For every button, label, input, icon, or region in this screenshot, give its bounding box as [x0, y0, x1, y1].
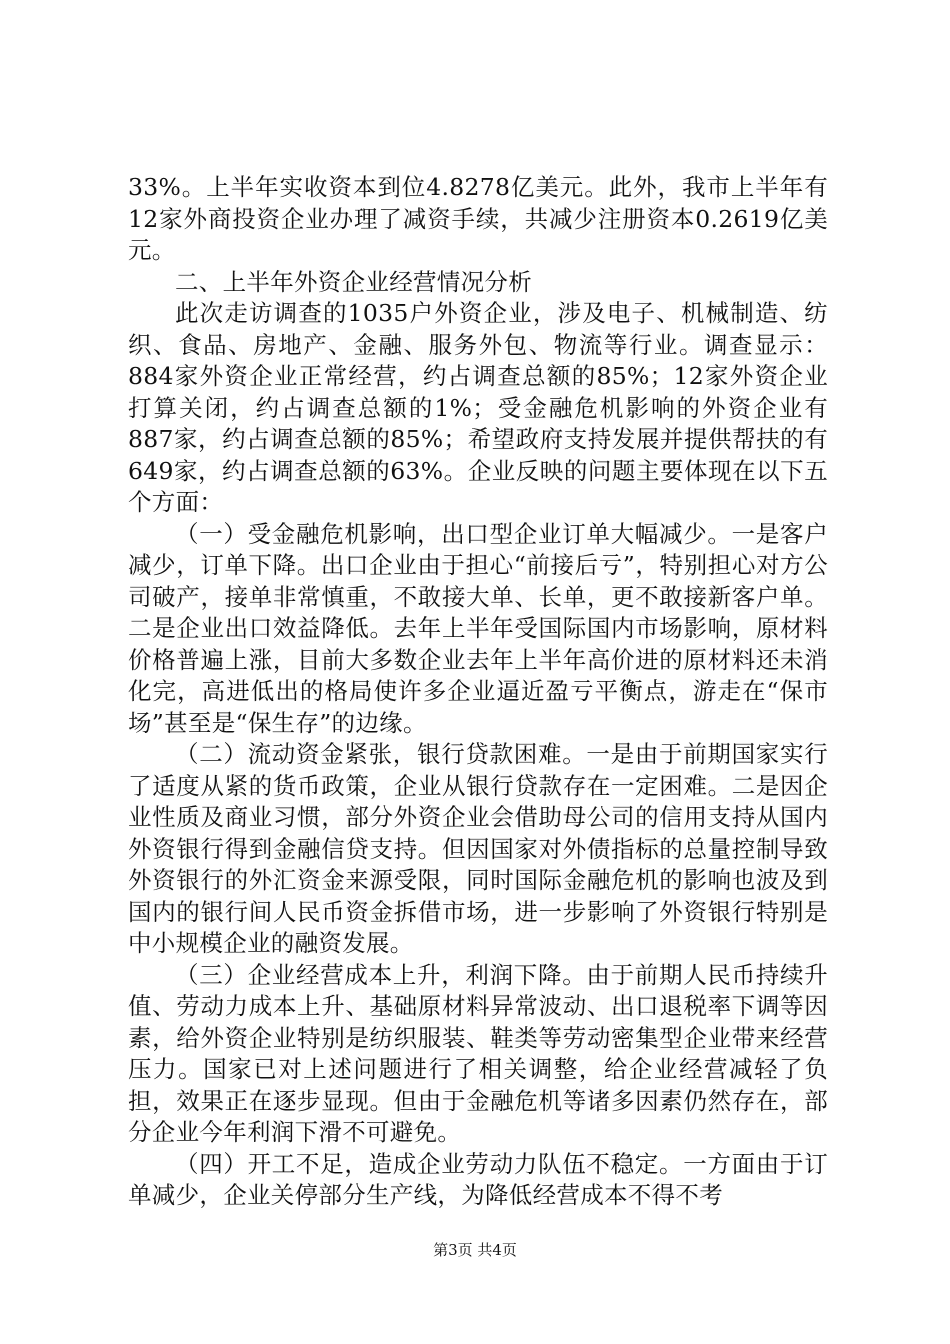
paragraph-capital-summary: 33%。上半年实收资本到位4.8278亿美元。此外，我市上半年有12家外商投资企业办理了减资手续，共减少注册资本0.2619亿美元。 — [128, 173, 828, 264]
paragraph-issue-one: （一）受金融危机影响，出口型企业订单大幅减少。一是客户减少，订单下降。出口企业由于担心“前接后亏”，特别担心对方公司破产，接单非常慎重，不敢接大单、长单，更不敢接新客户单。二是企业出口效益降低。去年上半年受国际国内市场影响，原材料价格普遍上涨，目前大多数企业去年上半年高价进的原材料还未消化完，高进低出的格局使许多企业逼近盈亏平衡点，游走在“保市场”甚至是“保生存”的边缘。 — [128, 519, 828, 737]
section-heading: 二、上半年外资企业经营情况分析 — [175, 267, 532, 296]
paragraph-issue-three: （三）企业经营成本上升，利润下降。由于前期人民币持续升值、劳动力成本上升、基础原材料异常波动、出口退税率下调等因素，给外资企业特别是纺织服装、鞋类等劳动密集型企业带来经营压力。国家已对上述问题进行了相关调整，给企业经营减轻了负担，效果正在逐步显现。但由于金融危机等诸多因素仍然存在，部分企业今年利润下滑不可避免。 — [128, 960, 828, 1146]
paragraph-issue-two: （二）流动资金紧张，银行贷款困难。一是由于前期国家实行了适度从紧的货币政策，企业从银行贷款存在一定困难。二是因企业性质及商业习惯，部分外资企业会借助母公司的信用支持从国内外资银行得到金融信贷支持。但因国家对外债指标的总量控制导致外资银行的外汇资金来源受限，同时国际金融危机的影响也波及到国内的银行间人民币资金拆借市场，进一步影响了外资银行特别是中小规模企业的融资发展。 — [128, 740, 828, 957]
paragraph-issue-four: （四）开工不足，造成企业劳动力队伍不稳定。一方面由于订单减少，企业关停部分生产线，为降低经营成本不得不考 — [128, 1149, 828, 1209]
page-number-label: 第3页 共4页 — [433, 1241, 517, 1259]
document-body — [128, 172, 828, 1212]
page-footer — [0, 1240, 950, 1260]
paragraph-survey-overview: 此次走访调查的1035户外资企业，涉及电子、机械制造、纺织、食品、房地产、金融、服务外包、物流等行业。调查显示：884家外资企业正常经营，约占调查总额的85%；12家外资企业打算关闭，约占调查总额的1%；受金融危机影响的外资企业有887家，约占调查总额的85%；希望政府支持发展并提供帮扶的有649家，约占调查总额的63%。企业反映的问题主要体现在以下五个方面： — [128, 299, 828, 516]
